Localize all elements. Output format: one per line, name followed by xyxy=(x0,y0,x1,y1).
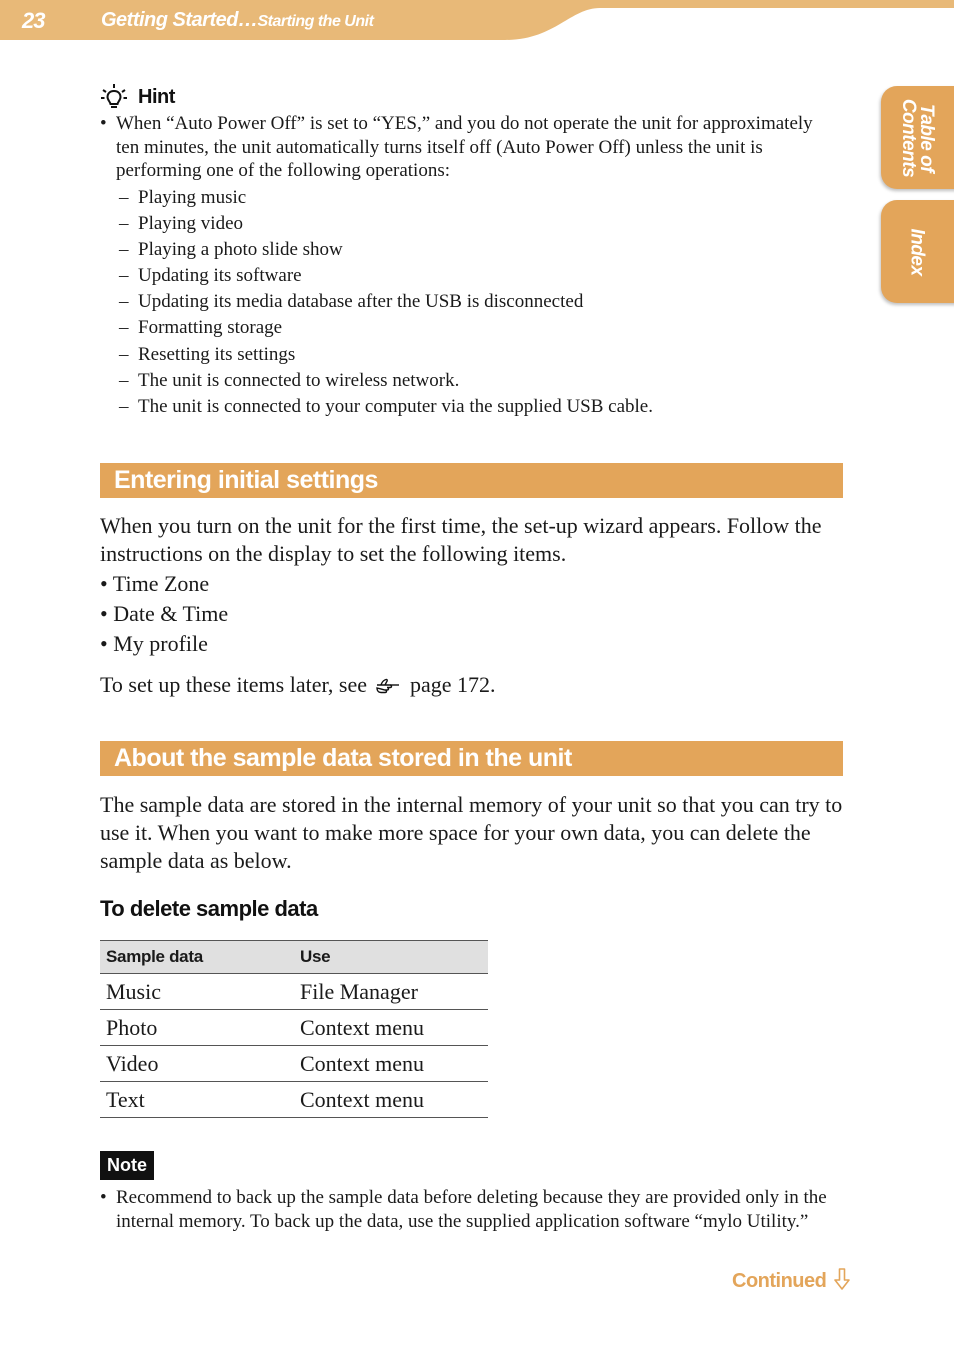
list-item-text: The unit is connected to wireless network. xyxy=(138,369,460,391)
list-item xyxy=(100,342,820,368)
delete-sample-data-heading: To delete sample data xyxy=(100,896,318,921)
list-item xyxy=(100,211,820,237)
table-cell: Context menu xyxy=(294,1082,488,1118)
table-of-contents-label: Table of Contents xyxy=(898,98,938,177)
hint-heading xyxy=(100,82,175,112)
dash-marker: – xyxy=(119,238,129,260)
list-item xyxy=(100,263,820,289)
section-title: About the sample data stored in the unit xyxy=(114,744,572,772)
bullet-marker: • xyxy=(100,113,107,134)
table-row xyxy=(100,1082,488,1118)
table-cell: File Manager xyxy=(294,974,488,1010)
list-item: • My profile xyxy=(100,631,208,656)
dash-marker: – xyxy=(119,343,129,365)
lightbulb-icon xyxy=(100,83,128,111)
section-heading-sample-data xyxy=(100,741,843,776)
table-row xyxy=(100,1010,488,1046)
index-tab[interactable] xyxy=(881,200,954,303)
table-cell: Context menu xyxy=(294,1046,488,1082)
page-172-link[interactable]: page 172. xyxy=(410,672,496,697)
list-item xyxy=(100,289,820,315)
list-item-text: Updating its media database after the USB is disconnected xyxy=(138,291,584,313)
initial-settings-intro: When you turn on the unit for the first time, the set-up wizard appears. Follow the instructions on the display to set the following items. xyxy=(100,513,822,566)
table-cell: Context menu xyxy=(294,1010,488,1046)
table-cell: Photo xyxy=(100,1010,294,1046)
list-item xyxy=(100,237,820,263)
note-badge: Note xyxy=(100,1151,154,1180)
page-number: 23 xyxy=(22,8,45,33)
column-header-use: Use xyxy=(294,941,488,974)
list-item xyxy=(100,185,820,211)
list-item xyxy=(100,368,820,394)
note-bullet xyxy=(100,1186,840,1233)
chapter-title xyxy=(101,9,373,32)
dash-marker: – xyxy=(119,396,129,417)
hint-bullet xyxy=(100,112,820,183)
sample-data-intro: The sample data are stored in the internal memory of your unit so that you can try to use it. When you want to make more space for your own data, you can delete the sample data as below. xyxy=(100,792,843,873)
list-item-text: Resetting its settings xyxy=(138,343,296,365)
continued-label: Continued xyxy=(732,1270,827,1292)
list-item xyxy=(100,315,820,341)
dash-marker: – xyxy=(119,369,129,391)
table-row xyxy=(100,1046,488,1082)
settings-items-list xyxy=(100,569,228,659)
hint-body xyxy=(100,112,820,420)
page-reference xyxy=(100,670,496,700)
table-cell: Video xyxy=(100,1046,294,1082)
list-item-text: Playing music xyxy=(138,186,247,208)
list-item-text: Playing a photo slide show xyxy=(138,238,343,260)
table-header-row xyxy=(100,941,488,974)
table-cell: Music xyxy=(100,974,294,1010)
list-item-text: Playing video xyxy=(138,212,244,234)
operations-list xyxy=(100,185,820,421)
dash-marker: – xyxy=(119,265,129,287)
list-item: • Time Zone xyxy=(100,571,210,596)
list-item: • Date & Time xyxy=(100,601,229,626)
sample-data-table xyxy=(100,940,488,1118)
list-item-text: Formatting storage xyxy=(138,317,283,339)
table-row xyxy=(100,974,488,1010)
dash-marker: – xyxy=(119,317,129,339)
index-label: Index xyxy=(907,227,928,276)
reference-text-before: To set up these items later, see xyxy=(100,672,367,697)
list-item-text: Updating its software xyxy=(138,265,302,287)
table-cell: Text xyxy=(100,1082,294,1118)
list-item-text: The unit is connected to your computer via the supplied USB cable. xyxy=(138,396,653,417)
column-header-sample-data: Sample data xyxy=(100,941,294,974)
dash-marker: – xyxy=(119,291,129,313)
page-header xyxy=(0,0,954,42)
table-of-contents-tab[interactable] xyxy=(881,86,954,189)
pointing-hand-icon xyxy=(375,677,401,695)
dash-marker: – xyxy=(119,186,129,208)
chapter-title-main: Getting Started… xyxy=(101,9,258,31)
hint-label: Hint xyxy=(138,85,175,108)
dash-marker: – xyxy=(119,212,129,234)
section-title: Entering initial settings xyxy=(114,466,378,494)
section-heading-initial-settings xyxy=(100,463,843,498)
hint-text: When “Auto Power Off” is set to “YES,” and you do not operate the unit for approximately ten minutes, the unit automatically turns itself off (Auto Power Off) unless the unit is performing one of the following operations: xyxy=(116,113,813,181)
down-arrow-icon xyxy=(834,1268,850,1290)
bullet-marker: • xyxy=(100,1187,107,1208)
list-item xyxy=(100,394,820,420)
note-body xyxy=(100,1186,840,1233)
note-text: Recommend to back up the sample data before deleting because they are provided only in the internal memory. To back up the data, use the supplied application software “mylo Utility.” xyxy=(116,1187,827,1232)
chapter-title-sub: Starting the Unit xyxy=(257,13,374,30)
continued-link[interactable] xyxy=(732,1268,850,1293)
